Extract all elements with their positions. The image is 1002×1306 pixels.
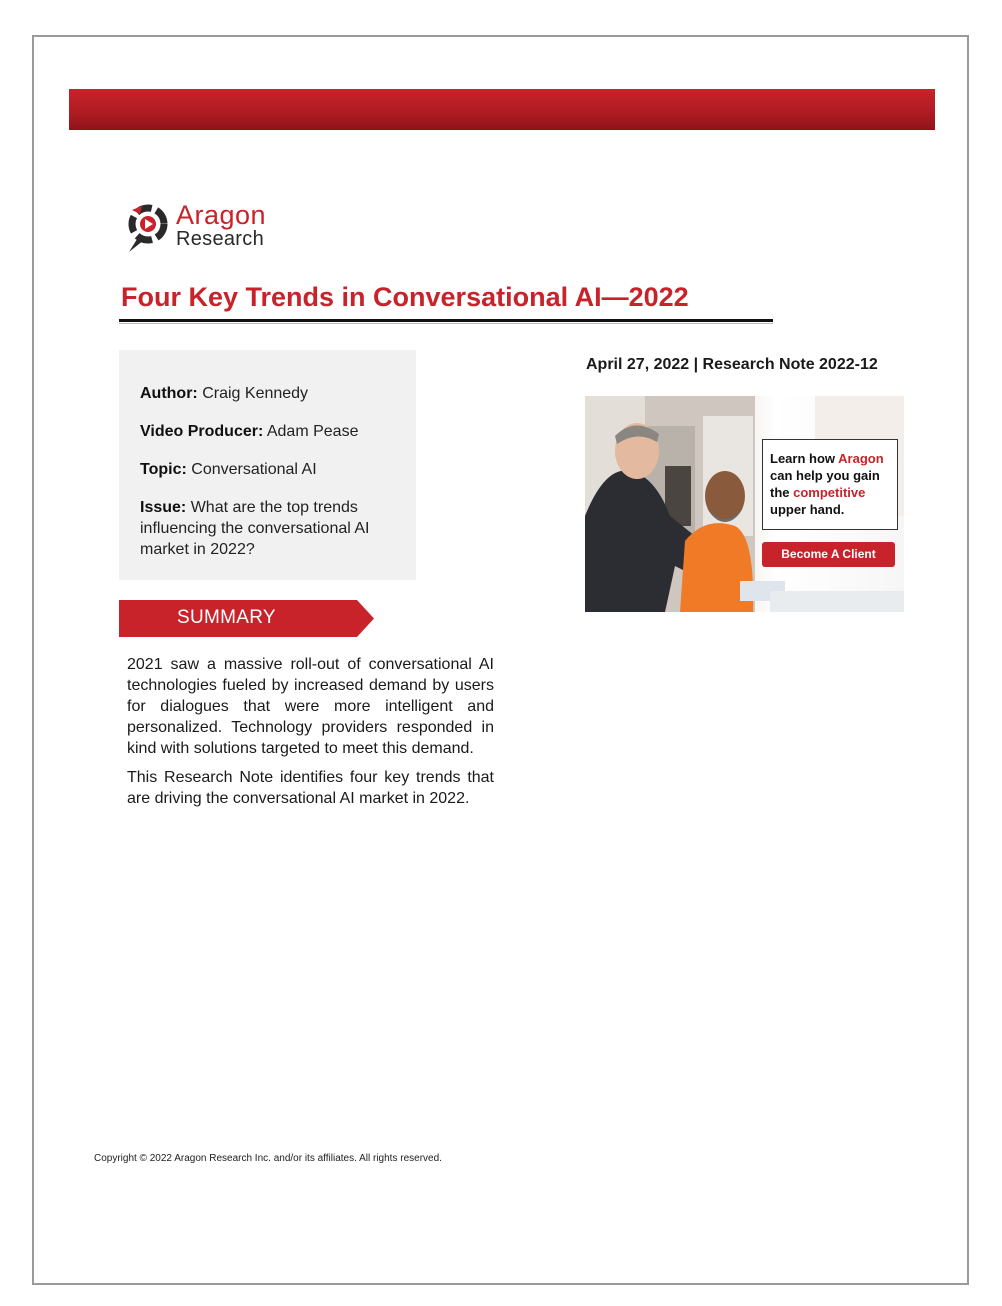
title-underline	[119, 319, 773, 322]
become-client-ad[interactable]	[585, 396, 904, 612]
summary-paragraph-2: This Research Note identifies four key trends that are driving the conversational AI market in 2022.	[127, 769, 494, 807]
become-a-client-button[interactable]: Become A Client	[762, 542, 895, 567]
logo-wordmark-aragon: Aragon	[176, 200, 267, 230]
author-value: Craig Kennedy	[197, 385, 309, 402]
summary-heading: SUMMARY	[177, 607, 276, 628]
video-producer-label: Video Producer:	[140, 423, 264, 440]
issue-value: What are the top trends influencing the conversational AI market in 2022?	[140, 499, 370, 558]
author-label: Author:	[140, 385, 198, 402]
topic-label: Topic:	[140, 461, 187, 478]
promo-accent-word: competitive	[793, 485, 866, 500]
author-row	[140, 383, 396, 404]
topic-value: Conversational AI	[186, 461, 317, 478]
topic-row	[140, 459, 396, 480]
logo-wordmark-research: Research	[176, 228, 264, 250]
issue-label: Issue:	[140, 499, 187, 516]
document-metadata-box	[119, 350, 416, 580]
aragon-logo	[126, 200, 306, 256]
summary-banner	[119, 600, 374, 637]
copyright-notice: Copyright © 2022 Aragon Research Inc. and/or its affiliates. All rights reserved.	[94, 1153, 442, 1164]
aragon-logo-icon	[126, 200, 172, 256]
video-producer-row	[140, 421, 396, 442]
promo-callout-box	[762, 439, 898, 530]
promo-line-3-text: the	[770, 485, 794, 500]
promo-brand-word: Aragon	[838, 451, 884, 466]
promo-line-2: can help you gain	[770, 468, 880, 483]
summary-paragraph-1: 2021 saw a massive roll-out of conversational AI technologies fueled by increased demand by users for dialogues that were more intelligent and personalized. Technology providers responded in kind with solutions targeted to meet this demand.	[127, 656, 494, 757]
issue-row	[140, 497, 396, 560]
publication-date-line: April 27, 2022 | Research Note 2022-12	[586, 356, 878, 373]
promo-line-1	[770, 450, 891, 467]
promo-line-4: upper hand.	[770, 502, 845, 517]
header-bar	[69, 89, 935, 130]
promo-line-1-text: Learn how	[770, 451, 839, 466]
promo-line-3	[770, 484, 891, 501]
document-title: Four Key Trends in Conversational AI—2022	[121, 282, 689, 312]
video-producer-value: Adam Pease	[263, 423, 359, 440]
title-underline-shadow	[119, 323, 773, 324]
summary-body	[127, 654, 494, 817]
